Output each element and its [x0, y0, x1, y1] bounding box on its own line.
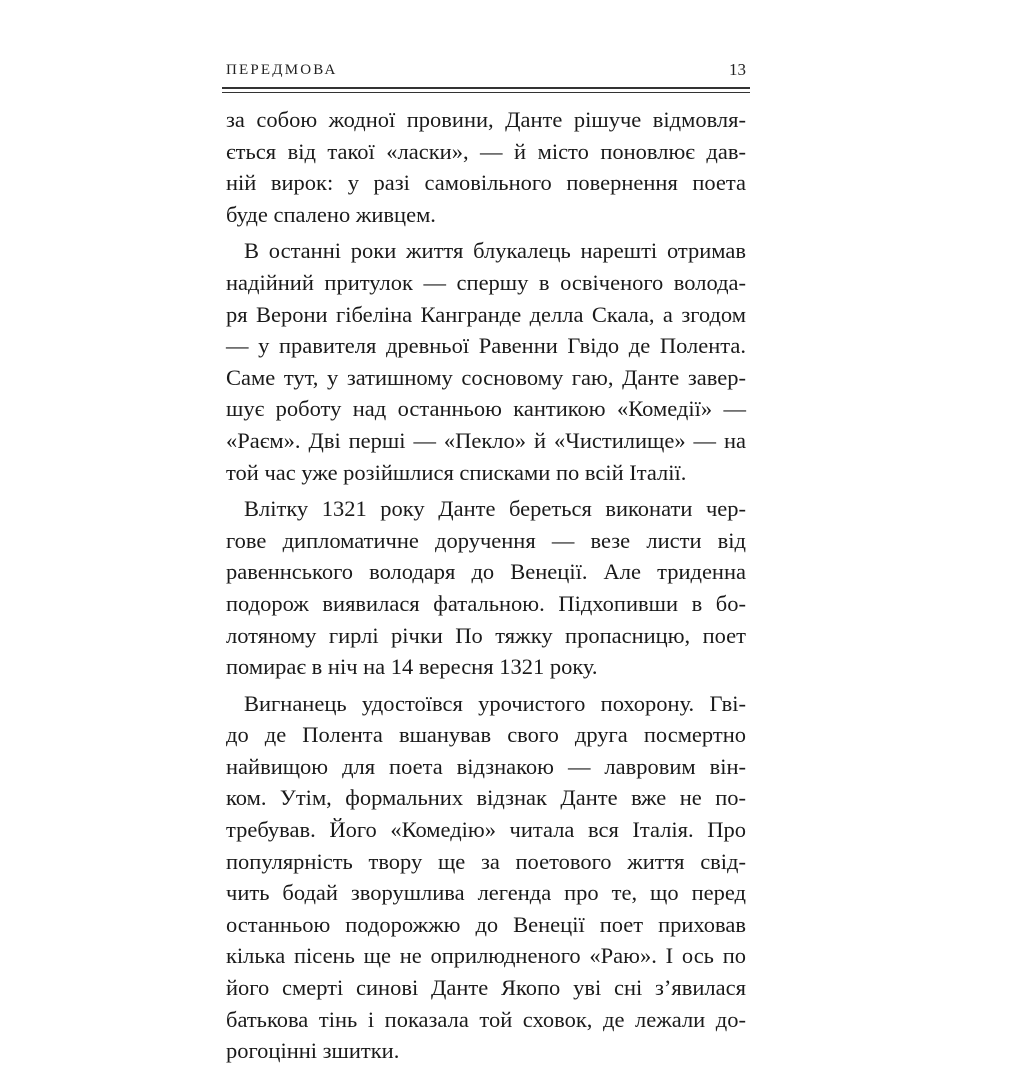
- text-line: ря Верони гібеліна Кангранде делла Скала, а згодом: [226, 301, 746, 327]
- text-line: — у правителя древньої Равенни Гвідо де Полента.: [226, 333, 746, 359]
- body-text: [226, 104, 746, 1067]
- text-line: надійний притулок — спершу в освіченого волода-: [226, 269, 746, 295]
- text-line: ком. Утім, формальних відзнак Данте вже не по-: [226, 785, 746, 811]
- text-line: ній вирок: у разі самовільного повернення поета: [226, 170, 746, 196]
- text-line: за собою жодної провини, Данте рішуче відмовля-: [226, 107, 746, 132]
- section-title: ПЕРЕДМОВА: [226, 62, 338, 78]
- text-line: помирає в ніч на 14 вересня 1321 року.: [226, 654, 598, 680]
- text-line: требував. Його «Комедію» читала вся Італія. Про: [226, 817, 746, 843]
- text-line: Влітку 1321 року Данте береться виконати чер-: [244, 496, 746, 522]
- text-line: популярність твору ще за поетового життя свід-: [226, 848, 746, 874]
- text-line: найвищою для поета відзнакою — лавровим він-: [226, 753, 746, 779]
- text-line: шує роботу над останньою кантикою «Комедії» —: [226, 396, 746, 422]
- text-line: Вигнанець удостоївся урочистого похорону. Гві-: [244, 690, 746, 716]
- text-line: ється від такої «ласки», — й місто поновлює дав-: [226, 138, 746, 164]
- text-line: равеннського володаря до Венеції. Але триденна: [226, 559, 746, 585]
- text-line: лотяному гирлі річки По тяжку пропасницю, поет: [226, 622, 746, 648]
- running-head: [226, 56, 746, 84]
- text-line: гове дипломатичне доручення — везе листи від: [226, 527, 746, 553]
- text-line: Саме тут, у затишному сосновому гаю, Данте завер-: [226, 364, 746, 390]
- text-line: останньою подорожжю до Венеції поет приховав: [226, 911, 746, 937]
- page-number: 13: [729, 60, 746, 79]
- header-rule-thick: [222, 87, 750, 89]
- text-line: рогоцінні зшитки.: [226, 1038, 400, 1064]
- text-line: до де Полента вшанував свого друга посмертно: [226, 722, 746, 748]
- text-line: батькова тінь і показала той сховок, де лежали до-: [226, 1006, 746, 1032]
- text-line: його смерті синові Данте Якопо уві сні з’явилася: [226, 975, 746, 1001]
- text-line: той час уже розійшлися списками по всій Італії.: [226, 459, 687, 485]
- text-line: чить бодай зворушлива легенда про те, що перед: [226, 880, 746, 906]
- header-rule-thin: [222, 92, 750, 93]
- text-line: кілька пісень ще не оприлюдненого «Раю». І ось по: [226, 943, 746, 969]
- text-line: подорож виявилася фатальною. Підхопивши в бо-: [226, 590, 746, 616]
- text-line: В останні роки життя блукалець нарешті отримав: [244, 238, 746, 264]
- text-line: «Раєм». Дві перші — «Пекло» й «Чистилище» — на: [226, 427, 746, 453]
- text-line: буде спалено живцем.: [226, 201, 436, 227]
